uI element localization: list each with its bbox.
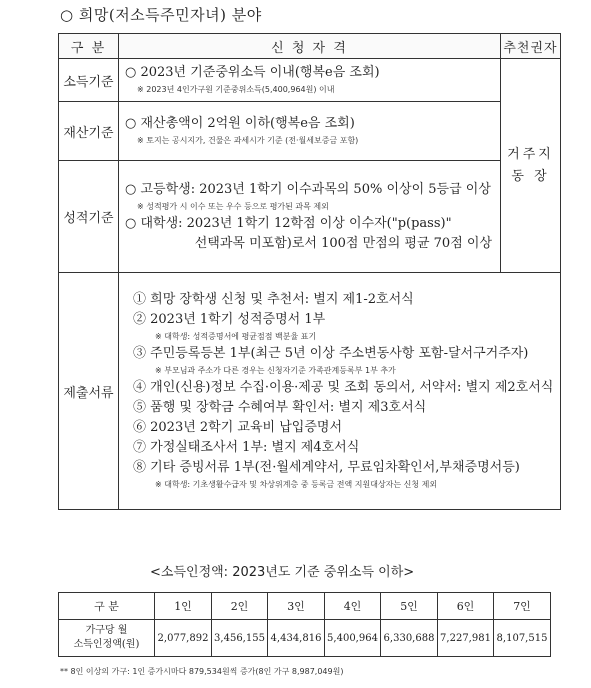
income-value-5: 6,330,688 [381,620,438,657]
doc-note-3: ※ 부모님과 주소가 다른 경우는 신청자기준 가족관계등록부 1부 추가 [155,366,396,375]
income-value-6: 7,227,981 [438,620,494,657]
asset-row [59,102,561,161]
grade-label: 성적기준 [59,161,119,273]
income-head-4: 4인 [325,593,381,620]
doc-note-2: ※ 대학생: 성적증명서에 평균점점 백분율 표기 [155,332,317,341]
grade-university-line-cont: 선택과목 미포함)로서 100점 만점의 평균 70점 이상 [194,235,492,251]
income-row [59,59,561,102]
doc-item-7: ⑦ 가정실태조사서 1부: 별지 제4호서식 [133,440,360,455]
asset-line: ○ 재산총액이 2억원 이하(행복e음 조회) [125,116,355,131]
docs-label: 제출서류 [59,273,119,510]
docs-row [59,273,561,510]
doc-item-8: ⑧ 기타 증빙서류 1부(전·월세계약서, 무료임차확인서,부채증명서등) [133,460,520,475]
income-line: ○ 2023년 기준중위소득 이내(행복e음 조회) [125,65,380,80]
income-head-6: 6인 [438,593,494,620]
income-row-label [59,620,155,657]
income-row-label-line1: 가구당 월 [85,625,128,636]
recommender-line1: 거주지 [507,146,554,162]
income-label: 소득기준 [59,59,119,102]
income-head-5: 5인 [381,593,438,620]
income-head-category: 구 분 [59,593,155,620]
income-table-values [59,620,551,657]
doc-item-5: ⑤ 품행 및 장학금 수혜여부 확인서: 별지 제3호서식 [133,400,427,415]
header-recommender: 추천권자 [501,34,561,59]
recommender-line2: 동 장 [511,168,550,184]
asset-label: 재산기준 [59,102,119,161]
doc-note-8: ※ 대학생: 기초생활수급자 및 차상위계층 중 등록금 전액 지원대상자는 신청 제외 [155,480,438,489]
income-table-title: <소득인정액: 2023년도 기준 중위소득 이하> [150,565,415,580]
section-title: ○ 희망(저소득주민자녀) 분야 [60,6,262,24]
income-head-3: 3인 [268,593,325,620]
grade-university-line: ○ 대학생: 2023년 1학기 12학점 이상 이수자("p(pass)" [125,215,452,231]
income-head-7: 7인 [494,593,551,620]
income-head-1: 1인 [155,593,212,620]
eligibility-table [58,33,561,510]
doc-item-6: ⑥ 2023년 2학기 교육비 납입증명서 [133,420,343,435]
income-value-7: 8,107,515 [494,620,551,657]
income-table-header [59,593,551,620]
header-category: 구 분 [59,34,119,59]
recommender-cell [501,59,561,273]
income-row-label-line2: 소득인정액(원) [73,639,140,650]
income-note: ※ 2023년 4인가구원 기준중위소득(5,400,964원) 이내 [137,85,335,94]
header-qualification: 신 청 자 격 [119,34,501,59]
grade-note: ※ 성적평가 시 이수 또는 우수 등으로 평가된 과목 제외 [137,201,329,211]
grade-highschool-line: ○ 고등학생: 2023년 1학기 이수과목의 50% 이상이 5등급 이상 [125,181,491,197]
income-table [58,592,551,657]
doc-item-3: ③ 주민등록등본 1부(최근 5년 이상 주소변동사항 포함-달서구거주자) [133,346,529,361]
income-footnote: ** 8인 이상의 가구: 1인 증가시마다 879,534원씩 증가(8인 가구 8,987,049원) [60,667,344,676]
grade-row [59,161,561,273]
income-value-4: 5,400,964 [325,620,381,657]
asset-note: ※ 토지는 공시지가, 건물은 과세시가 기준 (전·월세보증금 포함) [137,136,359,145]
doc-item-2: ② 2023년 1학기 성적증명서 1부 [133,312,326,327]
income-value-2: 3,456,155 [212,620,268,657]
table-header-row [59,34,561,59]
doc-item-1: ① 희망 장학생 신청 및 추천서: 별지 제1-2호서식 [133,292,414,307]
income-head-2: 2인 [212,593,268,620]
income-value-3: 4,434,816 [268,620,325,657]
doc-item-4: ④ 개인(신용)정보 수집·이용·제공 및 조회 동의서, 서약서: 별지 제2호서식 [133,380,554,395]
income-value-1: 2,077,892 [155,620,212,657]
